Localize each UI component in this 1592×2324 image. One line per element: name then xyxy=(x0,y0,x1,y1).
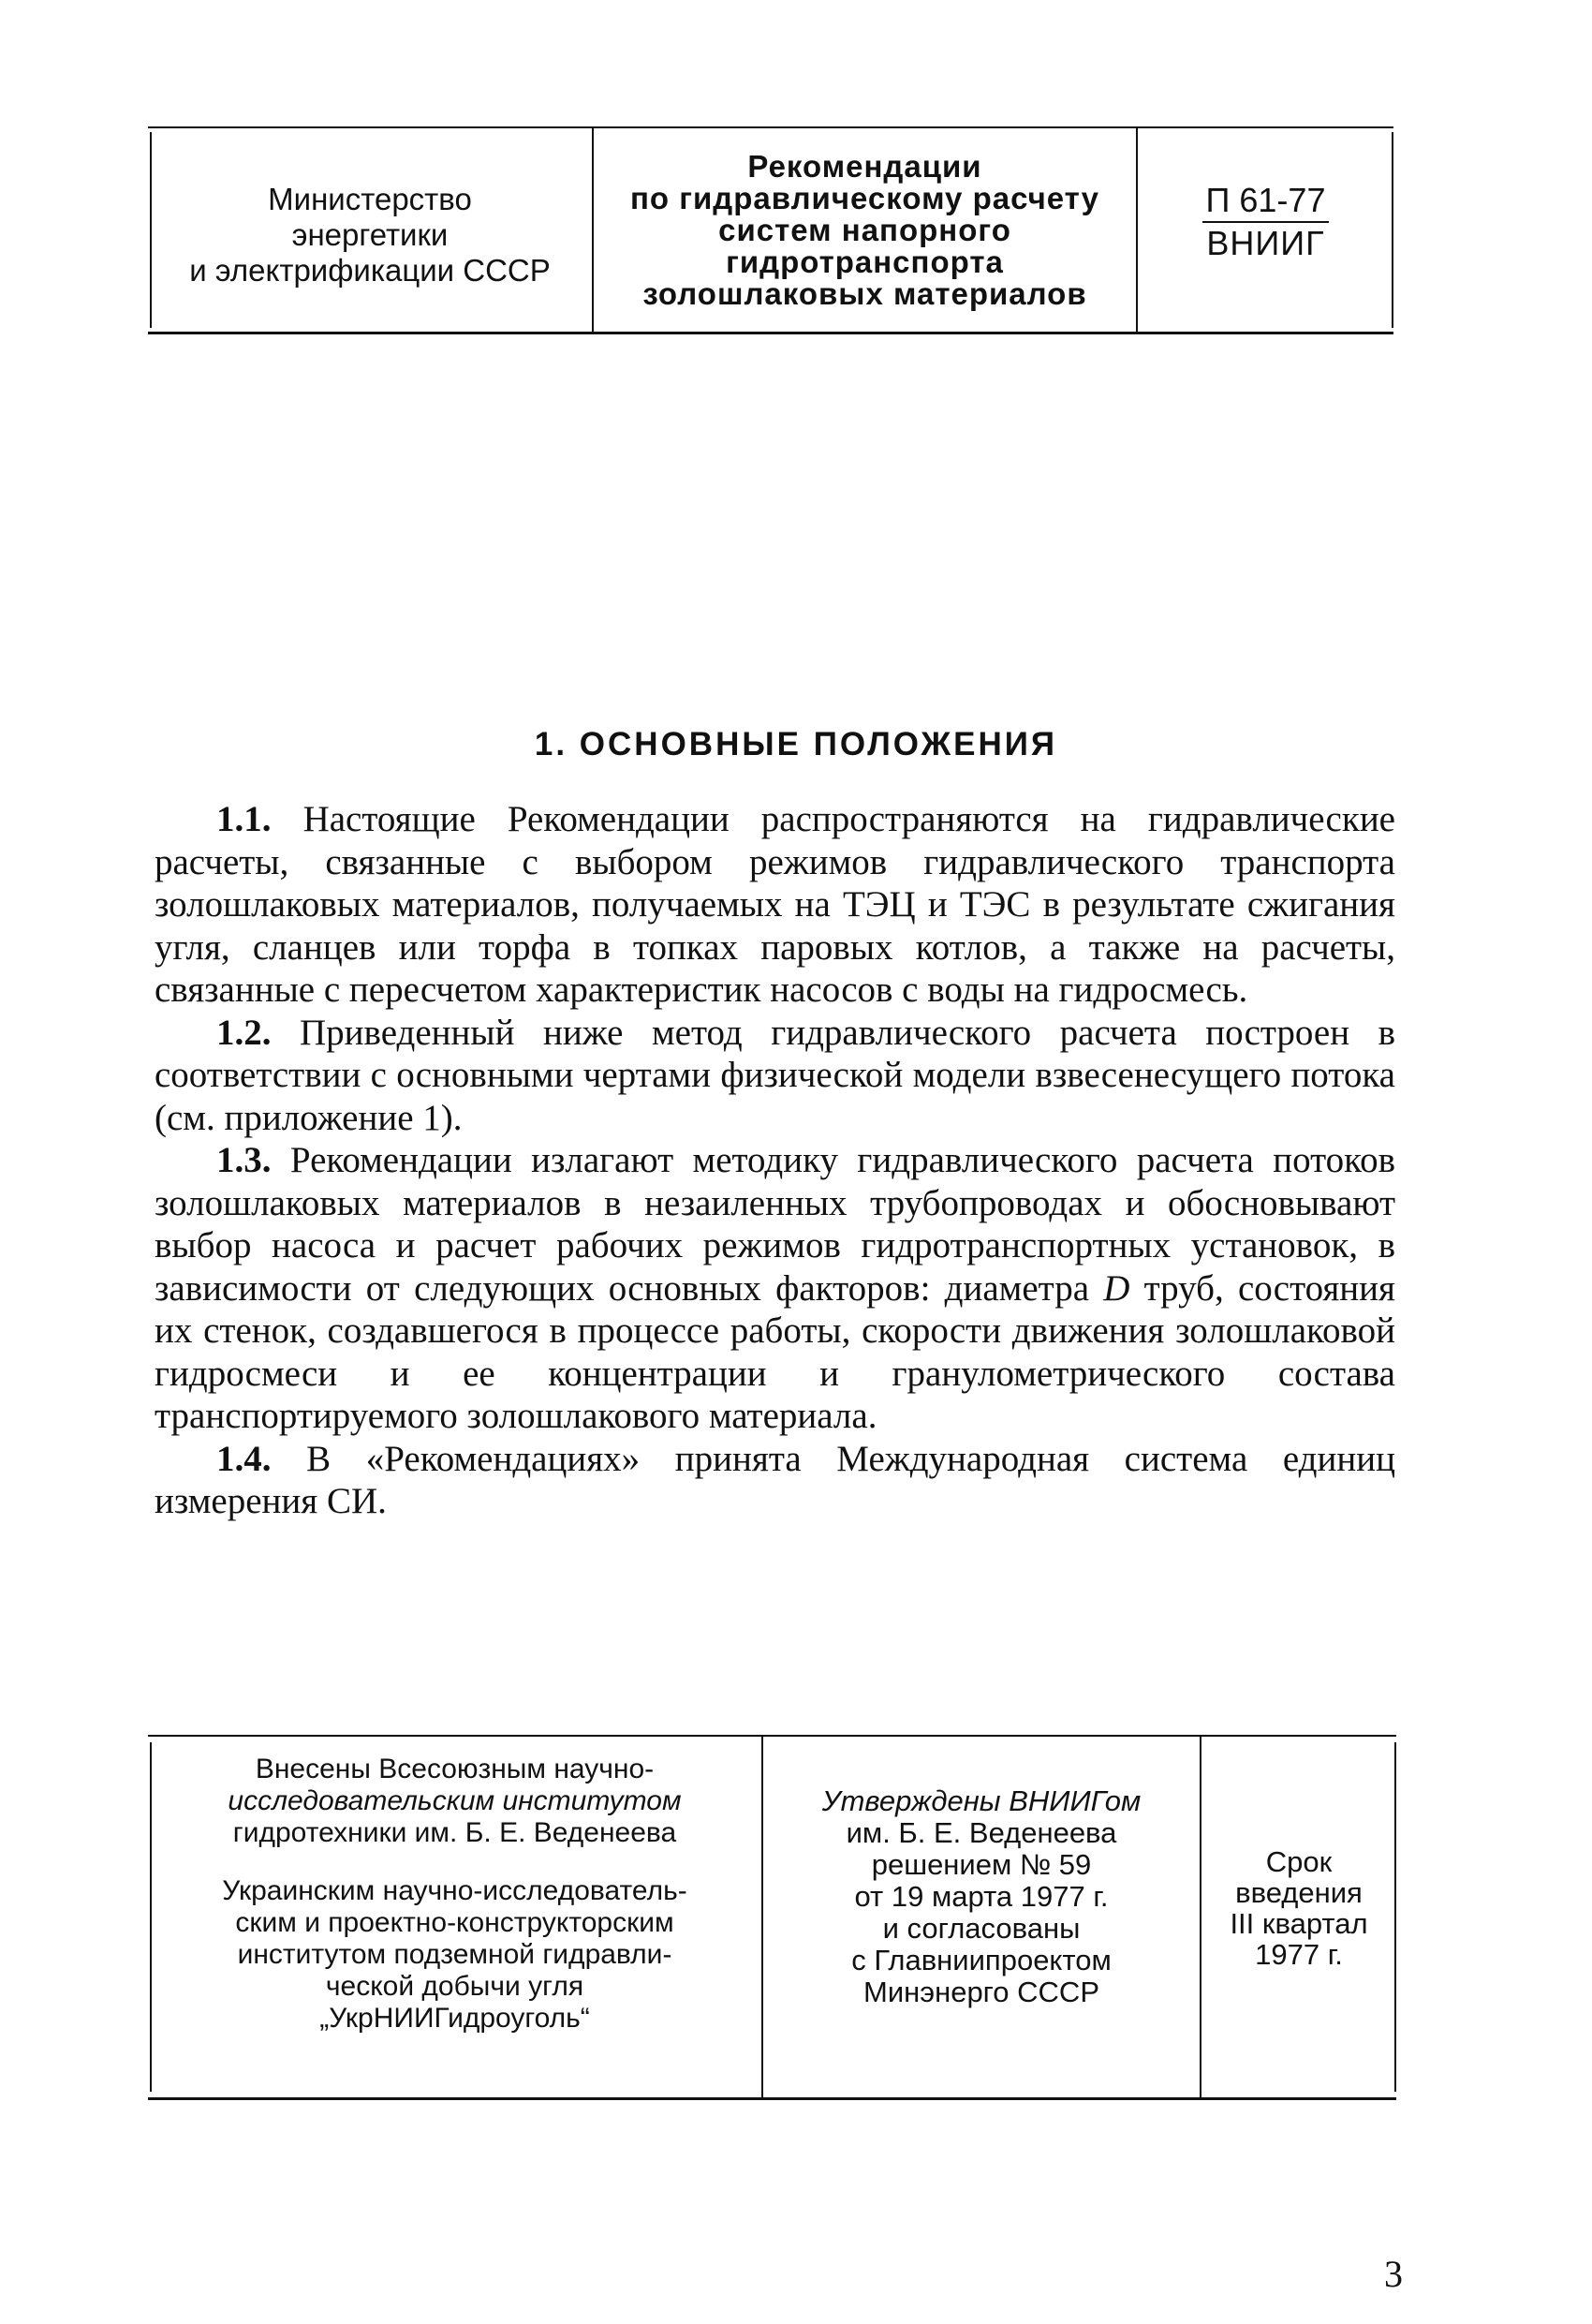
paragraph-text: Приведенный ниже метод гидравлического расчета построен в соответствии с основными чертами физической модели взвесенесущего потока (см. приложение 1). xyxy=(155,1012,1395,1138)
ministry-cell xyxy=(148,128,592,332)
introduced-line: гидротехники им. Б. Е. Веденеева xyxy=(232,1817,677,1848)
diameter-symbol: D xyxy=(1103,1267,1130,1309)
approval-cell xyxy=(761,1737,1201,2097)
title-line: золошлаковых материалов xyxy=(642,275,1087,311)
title-line: Рекомендации xyxy=(747,148,982,184)
introduced-line: ческой добычи угля xyxy=(325,1971,584,2002)
footer-table xyxy=(148,1735,1396,2100)
effective-term-cell xyxy=(1201,1737,1396,2097)
title-line: гидротранспорта xyxy=(726,244,1004,279)
body-text xyxy=(155,798,1395,1523)
document-code-number: П 61-77 xyxy=(1202,182,1330,223)
approval-line: от 19 марта 1977 г. xyxy=(854,1880,1109,1913)
introduced-line: „УкрНИИГидроуголь“ xyxy=(319,2003,590,2034)
introduced-by-ukrniig xyxy=(157,1875,752,2035)
paragraph-1-1 xyxy=(155,798,1395,1012)
header-table xyxy=(148,126,1393,334)
paragraph-1-4 xyxy=(155,1438,1395,1523)
approval-line: с Главниипроектом xyxy=(851,1944,1112,1976)
title-line: по гидравлическому расчету xyxy=(629,180,1099,215)
introduced-line: исследовательским институтом xyxy=(228,1785,682,1816)
paragraph-text: Рекомендации излагают методику гидравлического расчета потоков золошлаковых материалов в незаиленных трубопроводах и обосновывают выбор насоса и расчет рабочих режимов гидротранспортных установок, в зависимости от следующих основных факторов: диаметра xyxy=(155,1140,1395,1309)
approval-line: и согласованы xyxy=(882,1912,1081,1945)
paragraph-number: 1.3. xyxy=(216,1140,272,1180)
approval-line: им. Б. Е. Веденеева xyxy=(846,1816,1117,1849)
paragraph-number: 1.1. xyxy=(216,799,272,839)
introduced-line: Внесены Всесоюзным научно- xyxy=(255,1754,655,1784)
ministry-line: и электрификации СССР xyxy=(189,252,551,288)
section-title: 1. ОСНОВНЫЕ ПОЛОЖЕНИЯ xyxy=(534,726,1058,762)
paragraph-1-2 xyxy=(155,1012,1395,1140)
term-line: Срок xyxy=(1265,1844,1333,1878)
paragraph-1-3 xyxy=(155,1139,1395,1438)
page-number: 3 xyxy=(1384,2253,1403,2295)
introduced-by-vniig xyxy=(157,1754,752,1849)
document-code-cell xyxy=(1138,128,1393,332)
approval-line: Минэнерго СССР xyxy=(863,1976,1099,2008)
term-line: III квартал xyxy=(1230,1906,1368,1940)
paragraph-number: 1.2. xyxy=(216,1012,272,1053)
introduced-line: ским и проектно-конструкторским xyxy=(235,1907,674,1938)
introduced-line: Украинским научно-исследователь- xyxy=(222,1875,687,1906)
document-code-org: ВНИИГ xyxy=(1206,223,1325,262)
ministry-line: энергетики xyxy=(291,216,449,252)
approval-line: решением № 59 xyxy=(871,1848,1092,1881)
paragraph-text: В «Рекомендациях» принята Международная система единиц измерения СИ. xyxy=(155,1438,1395,1521)
introduced-by-cell xyxy=(148,1737,761,2097)
approval-label: Утверждены ВНИИГом xyxy=(821,1784,1142,1817)
title-line: систем напорного xyxy=(718,212,1011,247)
term-line: 1977 г. xyxy=(1255,1937,1343,1971)
term-line: введения xyxy=(1235,1875,1363,1909)
introduced-line: институтом подземной гидравли- xyxy=(237,1939,672,1970)
ministry-line: Министерство xyxy=(268,181,472,216)
document-title-cell xyxy=(592,128,1138,332)
paragraph-number: 1.4. xyxy=(216,1438,272,1479)
paragraph-text: Настоящие Рекомендации распространяются на гидравлические расчеты, связанные с выбором режимов гидравлического транспорта золошлаковых материалов, получаемых на ТЭЦ и ТЭС в результате сжигания угля, сланцев или торфа в топках паровых котлов, а также на расчеты, связанные с пересчетом характеристик насосов с воды на гидросмесь. xyxy=(155,799,1395,1010)
paragraph-text: труб, состояния их стенок, создавшегося в процессе работы, скорости движения золошлаковой гидросмеси и ее концентрации и гранулометрического состава транспортируемого золошлакового материала. xyxy=(155,1267,1395,1436)
